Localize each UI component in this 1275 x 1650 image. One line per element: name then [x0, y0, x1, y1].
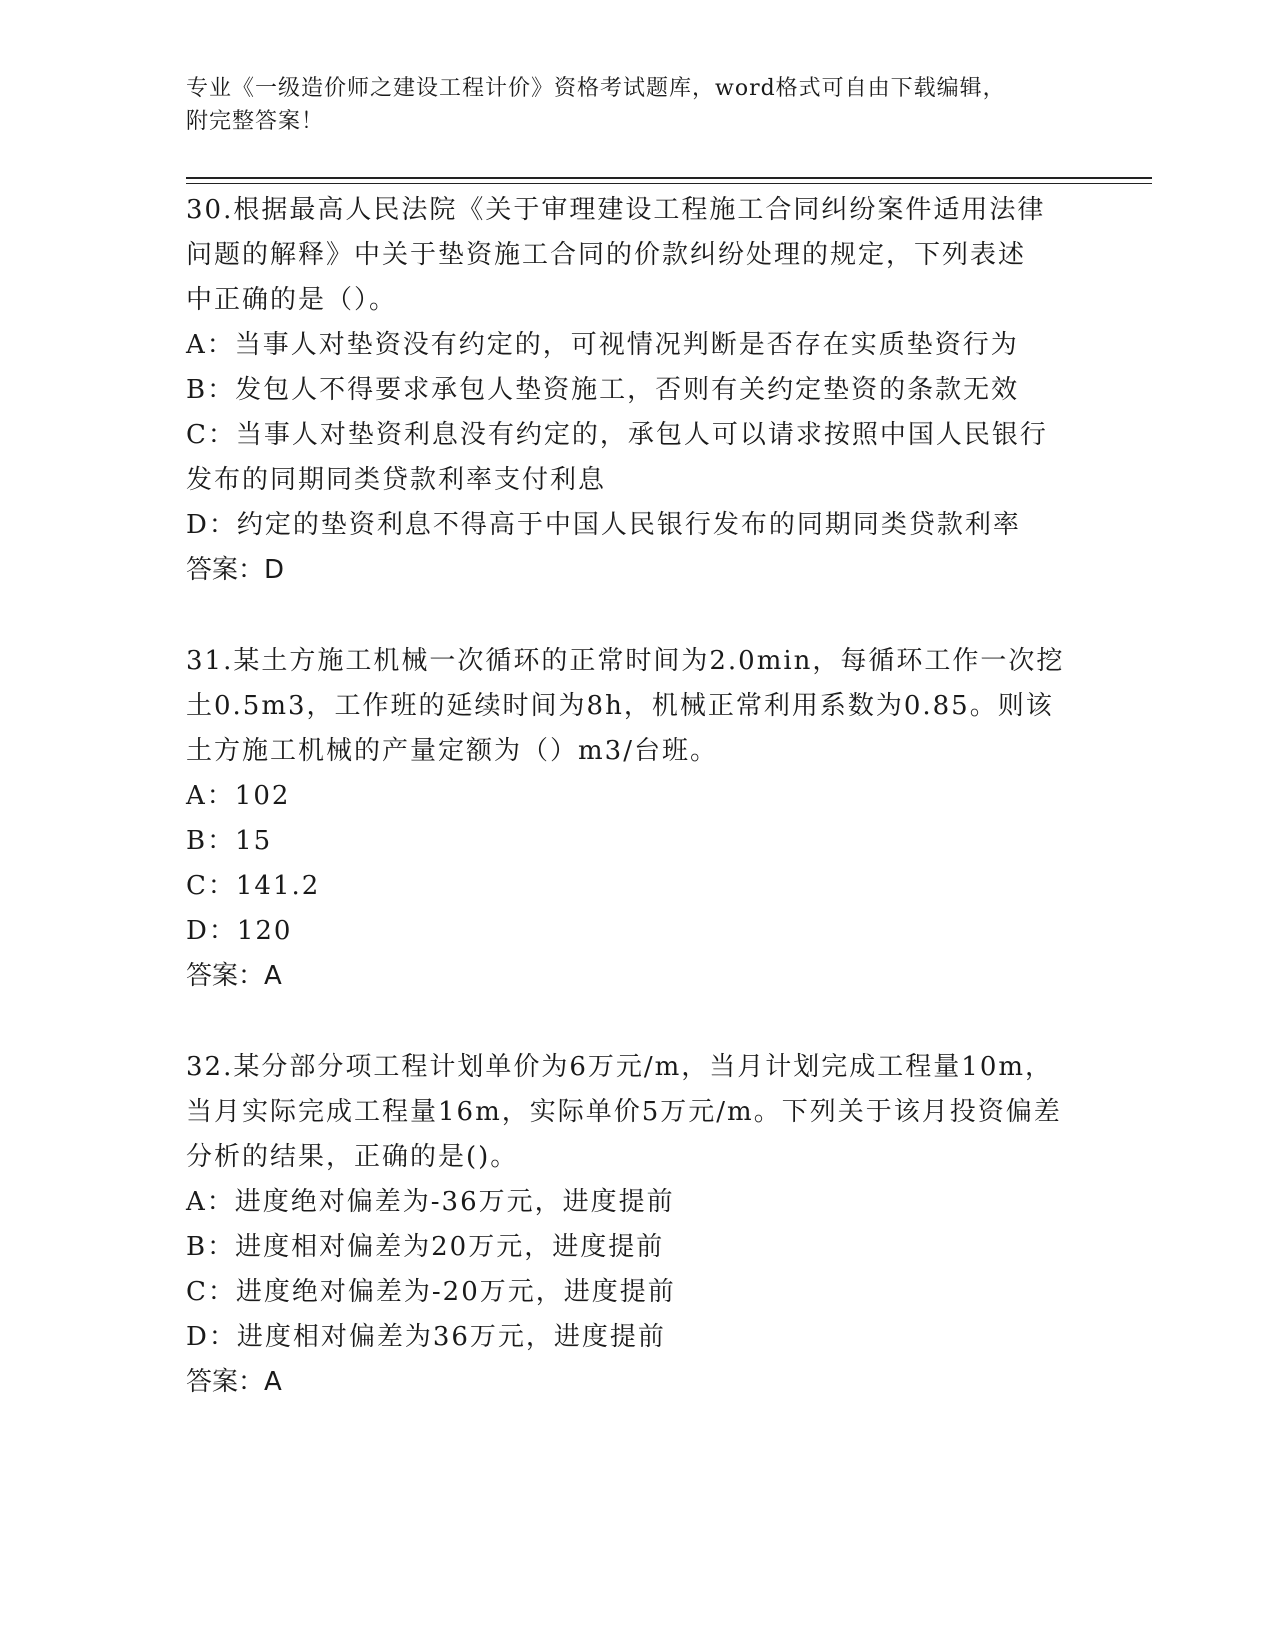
- question-stem-line: 问题的解释》中关于垫资施工合同的价款纠纷处理的规定，下列表述: [186, 240, 1027, 270]
- question-option-line: D：约定的垫资利息不得高于中国人民银行发布的同期同类贷款利率: [186, 510, 1021, 540]
- question-stem-line: 分析的结果，正确的是()。: [186, 1142, 519, 1172]
- question-option-line: C：当事人对垫资利息没有约定的，承包人可以请求按照中国人民银行: [186, 420, 1048, 450]
- header-divider-thick: [186, 177, 1152, 179]
- question-option-line: B：进度相对偏差为20万元，进度提前: [186, 1232, 665, 1262]
- question-option-line: A：当事人对垫资没有约定的，可视情况判断是否存在实质垫资行为: [186, 330, 1019, 360]
- question-option-line: D：进度相对偏差为36万元，进度提前: [186, 1322, 666, 1352]
- question-spacer: [186, 999, 1086, 1045]
- question-stem-line: 土0.5m3，工作班的延续时间为8h，机械正常利用系数为0.85。则该: [186, 691, 1054, 721]
- question-option-line: 发布的同期同类贷款利率支付利息: [186, 465, 607, 495]
- question-stem-line: 中正确的是（）。: [186, 285, 398, 315]
- question-option-line: C：141.2: [186, 871, 321, 901]
- question-stem-line: 土方施工机械的产量定额为（）m3/台班。: [186, 736, 718, 766]
- question-block: [186, 639, 1086, 999]
- question-option-line: A：进度绝对偏差为-36万元，进度提前: [186, 1187, 675, 1217]
- question-stem-line: 31.某土方施工机械一次循环的正常时间为2.0min，每循环工作一次挖: [186, 646, 1065, 676]
- document-header: [186, 72, 1086, 138]
- question-answer: 答案：A: [186, 961, 282, 991]
- question-option-line: C：进度绝对偏差为-20万元，进度提前: [186, 1277, 676, 1307]
- header-divider-thin: [186, 183, 1152, 184]
- question-list: [186, 188, 1086, 1405]
- question-stem-line: 30.根据最高人民法院《关于审理建设工程施工合同纠纷案件适用法律: [186, 195, 1046, 225]
- question-answer: 答案：D: [186, 555, 285, 585]
- question-spacer: [186, 593, 1086, 639]
- question-block: [186, 1045, 1086, 1405]
- question-stem-line: 32.某分部分项工程计划单价为6万元/m，当月计划完成工程量10m，: [186, 1052, 1054, 1082]
- question-option-line: B：15: [186, 826, 273, 856]
- question-option-line: D：120: [186, 916, 293, 946]
- question-stem-line: 当月实际完成工程量16m，实际单价5万元/m。下列关于该月投资偏差: [186, 1097, 1062, 1127]
- header-line-2: 附完整答案！: [186, 109, 325, 134]
- header-line-1: 专业《一级造价师之建设工程计价》资格考试题库，word格式可自由下载编辑，: [186, 76, 1006, 101]
- question-answer: 答案：A: [186, 1367, 282, 1397]
- question-option-line: B：发包人不得要求承包人垫资施工，否则有关约定垫资的条款无效: [186, 375, 1020, 405]
- question-block: [186, 188, 1086, 593]
- question-option-line: A：102: [186, 781, 291, 811]
